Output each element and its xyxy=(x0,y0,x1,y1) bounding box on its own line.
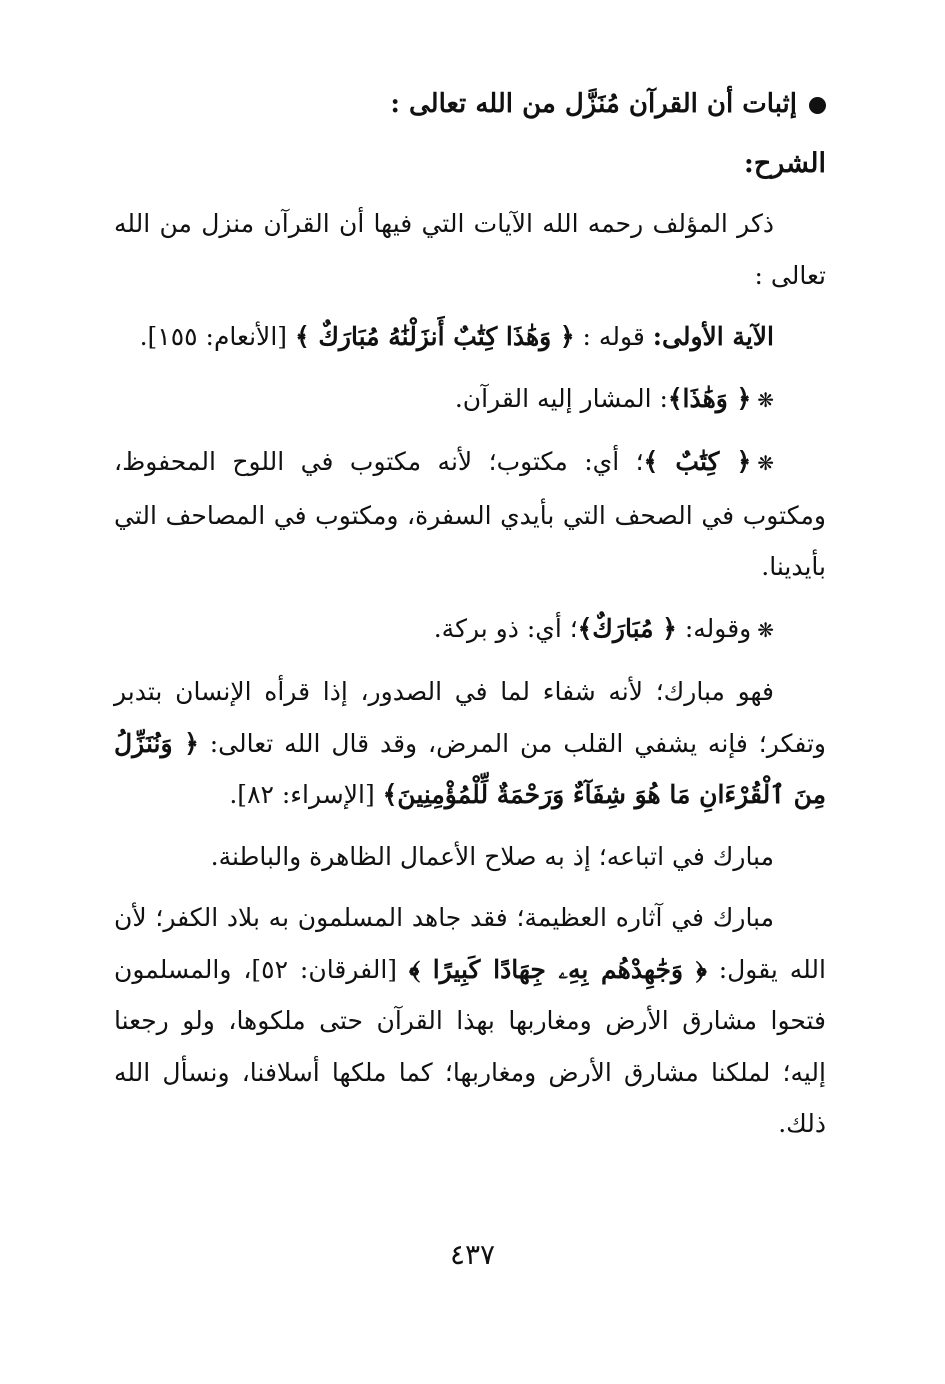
bullet-icon xyxy=(809,97,826,114)
paragraph-text: مبارك في آثاره العظيمة؛ فقد جاهد المسلمون به بلاد الكفر؛ لأن الله يقول: xyxy=(114,903,826,984)
paragraph-intro-text: وقوله: xyxy=(676,613,752,643)
paragraph-shifa xyxy=(114,666,826,821)
section-heading xyxy=(114,76,826,132)
paragraph-text-rest: ، والمسلمون فتحوا مشارق الأرض ومغاربها بهذا القرآن حتى ملكوها، ولو رجعنا إليه؛ لملكنا مشارق الأرض ومغاربها؛ كما ملكها أسلافنا، ونسأل الله ذلك. xyxy=(114,954,826,1138)
verse-label: الآية الأولى: xyxy=(652,322,774,351)
quran-quote: ﴿ كِتَٰبٌ ﴾ xyxy=(643,447,752,476)
sharh-label: الشرح: xyxy=(743,148,826,179)
quran-quote: ﴿ وَهَٰذَا كِتَٰبٌ أَنزَلْنَٰهُ مُبَارَكٌ ﴾ xyxy=(294,322,575,351)
verse-reference: [الأنعام: ١٥٥]. xyxy=(139,322,295,351)
quran-quote: ﴿ وَنُنَزِّلُ مِنَ ٱلْقُرْءَانِ مَا هُوَ شِفَآءٌ وَرَحْمَةٌ لِّلْمُؤْمِنِينَ﴾ xyxy=(114,728,826,809)
paragraph-ittiba: مبارك في اتباعه؛ إذ به صلاح الأعمال الظاهرة والباطنة. xyxy=(210,841,774,871)
verse-reference: [الفرقان: ٥٢] xyxy=(251,954,409,984)
star-icon: ❋ xyxy=(757,387,774,412)
page-number: ٤٣٧ xyxy=(449,1238,496,1271)
quran-quote: ﴿ وَهَٰذَا﴾ xyxy=(667,383,752,413)
paragraph-wahadha xyxy=(114,373,826,427)
body-text xyxy=(114,198,826,1160)
star-icon: ❋ xyxy=(757,451,775,475)
paragraph-athar xyxy=(114,892,826,1150)
verse-reference: [الإسراء: ٨٢]. xyxy=(229,780,383,809)
paragraph-first-verse xyxy=(114,311,826,363)
paragraph-text: : المشار إليه القرآن. xyxy=(454,383,668,413)
paragraph-intro: ذكر المؤلف رحمه الله الآيات التي فيها أن القرآن منزل من الله تعالى : xyxy=(114,209,826,290)
paragraph-text: ؛ أي: مكتوب؛ لأنه مكتوب في اللوح المحفوظ، ومكتوب في الصحف التي بأيدي السفرة، ومكتوب في المصاحف التي بأيدينا. xyxy=(114,447,826,581)
paragraph-text: فهو مبارك؛ لأنه شفاء لما في الصدور، إذا قرأه الإنسان بتدبر وتفكر؛ فإنه يشفي القلب من المرض، وقد قال الله تعالى: xyxy=(114,677,826,758)
paragraph-kitab xyxy=(114,436,826,593)
paragraph-mubarak xyxy=(114,603,826,657)
verse-intro: قوله : xyxy=(574,322,653,351)
heading-text: إثبات أن القرآن مُنَزَّل من الله تعالى : xyxy=(390,89,797,119)
star-icon: ❋ xyxy=(757,617,774,642)
quran-quote: ﴿ مُبَارَكٌ﴾ xyxy=(577,613,677,643)
paragraph-text: ؛ أي: ذو بركة. xyxy=(433,613,578,643)
quran-quote: ﴿ وَجَٰهِدْهُم بِهِۦ جِهَادًا كَبِيرًا ﴾ xyxy=(408,954,707,984)
